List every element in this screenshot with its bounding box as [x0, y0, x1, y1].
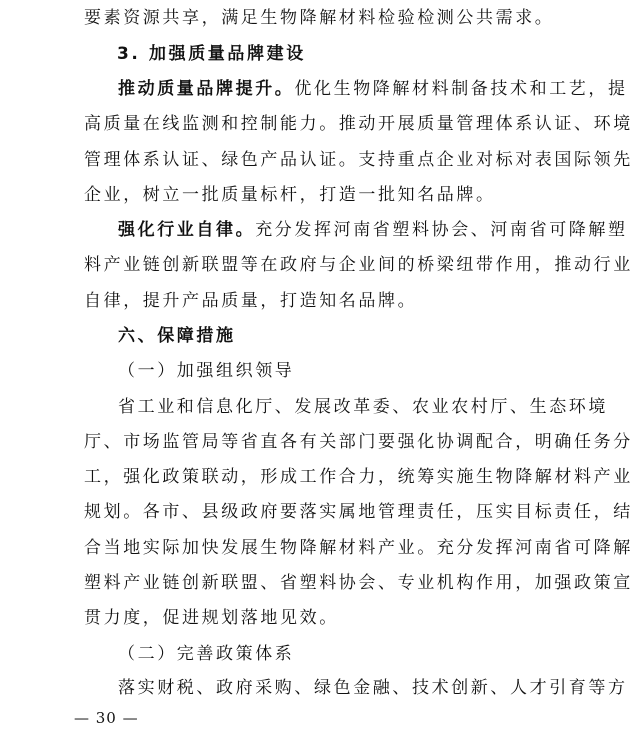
paragraph-line: 塑料产业链创新联盟、省塑料协会、专业机构作用，加强政策宣	[84, 573, 633, 593]
paragraph-line: 自律，提升产品质量，打造知名品牌。	[84, 291, 418, 311]
paragraph-line: 管理体系认证、绿色产品认证。支持重点企业对标对表国际领先	[84, 150, 633, 170]
paragraph-line: 企业，树立一批质量标杆，打造一批知名品牌。	[84, 185, 496, 205]
paragraph-line: 高质量在线监测和控制能力。推动开展质量管理体系认证、环境	[84, 114, 633, 134]
subsection-heading: （二）完善政策体系	[118, 644, 295, 664]
paragraph-text: 优化生物降解材料制备技术和工艺，提	[294, 79, 628, 99]
bold-lead: 强化行业自律。	[118, 220, 256, 240]
paragraph-text: 充分发挥河南省塑料协会、河南省可降解塑	[255, 220, 628, 240]
paragraph-line: 合当地实际加快发展生物降解材料产业。充分发挥河南省可降解	[84, 538, 633, 558]
paragraph-line: 厅、市场监管局等省直各有关部门要强化协调配合，明确任务分	[84, 432, 633, 452]
paragraph-line: 料产业链创新联盟等在政府与企业间的桥梁纽带作用，推动行业	[84, 255, 633, 275]
paragraph-line: 贯力度，促进规划落地见效。	[84, 608, 339, 628]
chapter-heading: 六、保障措施	[118, 326, 236, 346]
paragraph-line: 要素资源共享，满足生物降解材料检验检测公共需求。	[84, 8, 555, 28]
subsection-heading: （一）加强组织领导	[118, 361, 295, 381]
paragraph-line: 工，强化政策联动，形成工作合力，统筹实施生物降解材料产业	[84, 467, 633, 487]
paragraph-line: 规划。各市、县级政府要落实属地管理责任，压实目标责任，结	[84, 502, 633, 522]
paragraph-line: 落实财税、政府采购、绿色金融、技术创新、人才引育等方	[118, 678, 628, 698]
paragraph-line: 省工业和信息化厅、发展改革委、农业农村厅、生态环境	[118, 397, 608, 417]
page-number: — 30 —	[74, 709, 139, 727]
paragraph-line	[118, 218, 628, 242]
bold-lead: 推动质量品牌提升。	[118, 79, 295, 99]
paragraph-line	[118, 77, 628, 101]
section-heading-3: 3. 加强质量品牌建设	[117, 44, 306, 64]
